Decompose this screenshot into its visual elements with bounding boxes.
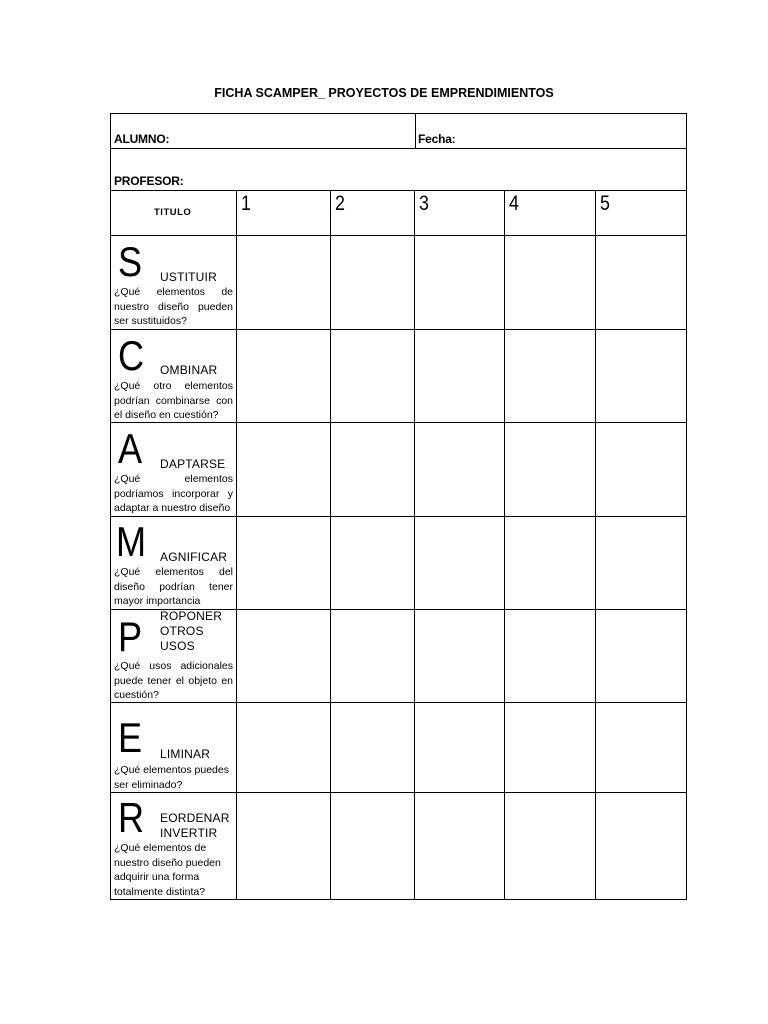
column-header-5: 5 xyxy=(600,192,610,215)
divider xyxy=(415,114,416,148)
divider xyxy=(111,792,686,793)
scamper-letter-r: R xyxy=(118,794,145,841)
scamper-question-s: ¿Qué elementos de nuestro diseño pueden ser sustituidos? xyxy=(114,286,233,327)
scamper-word-a: DAPTARSE xyxy=(160,457,226,471)
scamper-word-p: ROPONER OTROS USOS xyxy=(160,609,223,653)
column-header-4: 4 xyxy=(509,192,519,215)
scamper-word-c: OMBINAR xyxy=(160,363,218,377)
scamper-question-e: ¿Qué elementos puedes ser eliminado? xyxy=(114,764,229,791)
page-title: FICHA SCAMPER_ PROYECTOS DE EMPRENDIMIENTOS xyxy=(214,86,554,100)
scamper-letter-p: P xyxy=(118,613,143,660)
scamper-table xyxy=(110,113,687,900)
divider xyxy=(111,235,686,236)
alumno-label: ALUMNO: xyxy=(114,132,170,146)
titulo-header: TITULO xyxy=(154,207,192,218)
divider xyxy=(504,190,505,899)
scamper-question-c: ¿Qué otro elementos podrían combinarse con el diseño en cuestión? xyxy=(114,380,233,421)
profesor-label: PROFESOR: xyxy=(114,174,184,188)
divider xyxy=(111,148,686,149)
scamper-question-p: ¿Qué usos adicionales puede tener el objeto en cuestión? xyxy=(114,660,233,701)
divider xyxy=(236,190,237,899)
divider xyxy=(111,516,686,517)
divider xyxy=(330,190,331,899)
scamper-word-r: EORDENAR INVERTIR xyxy=(160,811,230,840)
divider xyxy=(414,190,415,899)
scamper-letter-a: A xyxy=(118,425,143,472)
column-header-2: 2 xyxy=(335,192,345,215)
divider xyxy=(111,190,686,191)
scamper-word-m: AGNIFICAR xyxy=(160,550,228,564)
divider xyxy=(111,329,686,330)
scamper-letter-c: C xyxy=(118,332,145,379)
scamper-letter-s: S xyxy=(118,238,143,285)
scamper-letter-e: E xyxy=(118,714,143,761)
scamper-word-e: LIMINAR xyxy=(160,747,211,761)
scamper-letter-m: M xyxy=(116,518,147,565)
scamper-word-s: USTITUIR xyxy=(160,270,217,284)
column-header-1: 1 xyxy=(241,192,251,215)
scamper-question-a: ¿Qué elementos podríamos incorporar y adaptar a nuestro diseño xyxy=(114,473,233,514)
divider xyxy=(595,190,596,899)
scamper-question-r: ¿Qué elementos de nuestro diseño pueden adquirir una forma totalmente distinta? xyxy=(114,842,221,898)
scamper-question-m: ¿Qué elementos del diseño podrían tener mayor importancia xyxy=(114,566,233,607)
fecha-label: Fecha: xyxy=(418,132,456,146)
column-header-3: 3 xyxy=(419,192,429,215)
